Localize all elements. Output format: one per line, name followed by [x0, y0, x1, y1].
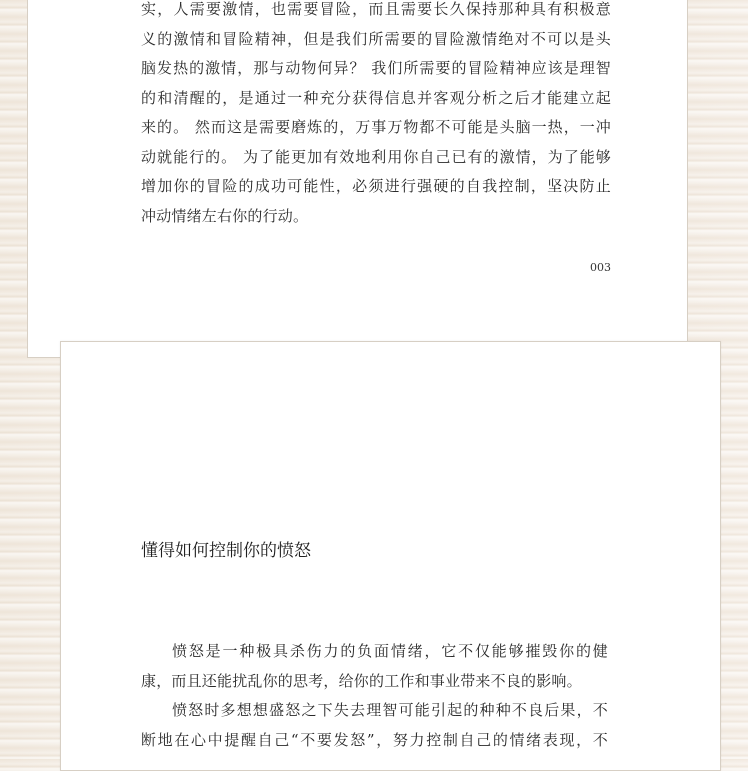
text-line: 断地在心中提醒自己“不要发怒”，努力控制自己的情绪表现，不 — [141, 730, 608, 749]
text-line: 来的。 然而这是需要磨炼的，万事万物都不可能是头脑一热，一冲 — [141, 118, 611, 136]
current-page — [60, 341, 721, 771]
text-line: 愤怒是一种极具杀伤力的负面情绪，它不仅能够摧毁你的健 — [172, 642, 608, 660]
text-line: 的和清醒的，是通过一种充分获得信息并客观分析之后才能建立起 — [141, 88, 611, 107]
previous-page — [27, 0, 688, 358]
chapter-title: 懂得如何控制你的愤怒 — [141, 541, 311, 561]
text-line: 实，人需要激情，也需要冒险，而且需要长久保持那种具有积极意 — [141, 0, 611, 18]
body-text-previous-page — [141, 0, 611, 231]
text-line: 康，而且还能扰乱你的思考，给你的工作和事业带来不良的影响。 — [141, 671, 582, 690]
body-text-current-page — [141, 637, 608, 755]
text-line: 增加你的冒险的成功可能性，必须进行强硬的自我控制，坚决防止 — [141, 177, 611, 195]
text-line: 愤怒时多想想盛怒之下失去理智可能引起的种种不良后果，不 — [172, 701, 608, 719]
text-line: 义的激情和冒险精神，但是我们所需要的冒险激情绝对不可以是头 — [141, 29, 611, 48]
page-number: 003 — [590, 261, 611, 274]
text-line: 动就能行的。 为了能更加有效地利用你自己已有的激情，为了能够 — [141, 147, 611, 166]
text-line: 冲动情绪左右你的行动。 — [141, 206, 309, 225]
text-line: 脑发热的激情，那与动物何异？ 我们所需要的冒险精神应该是理智 — [141, 59, 611, 77]
